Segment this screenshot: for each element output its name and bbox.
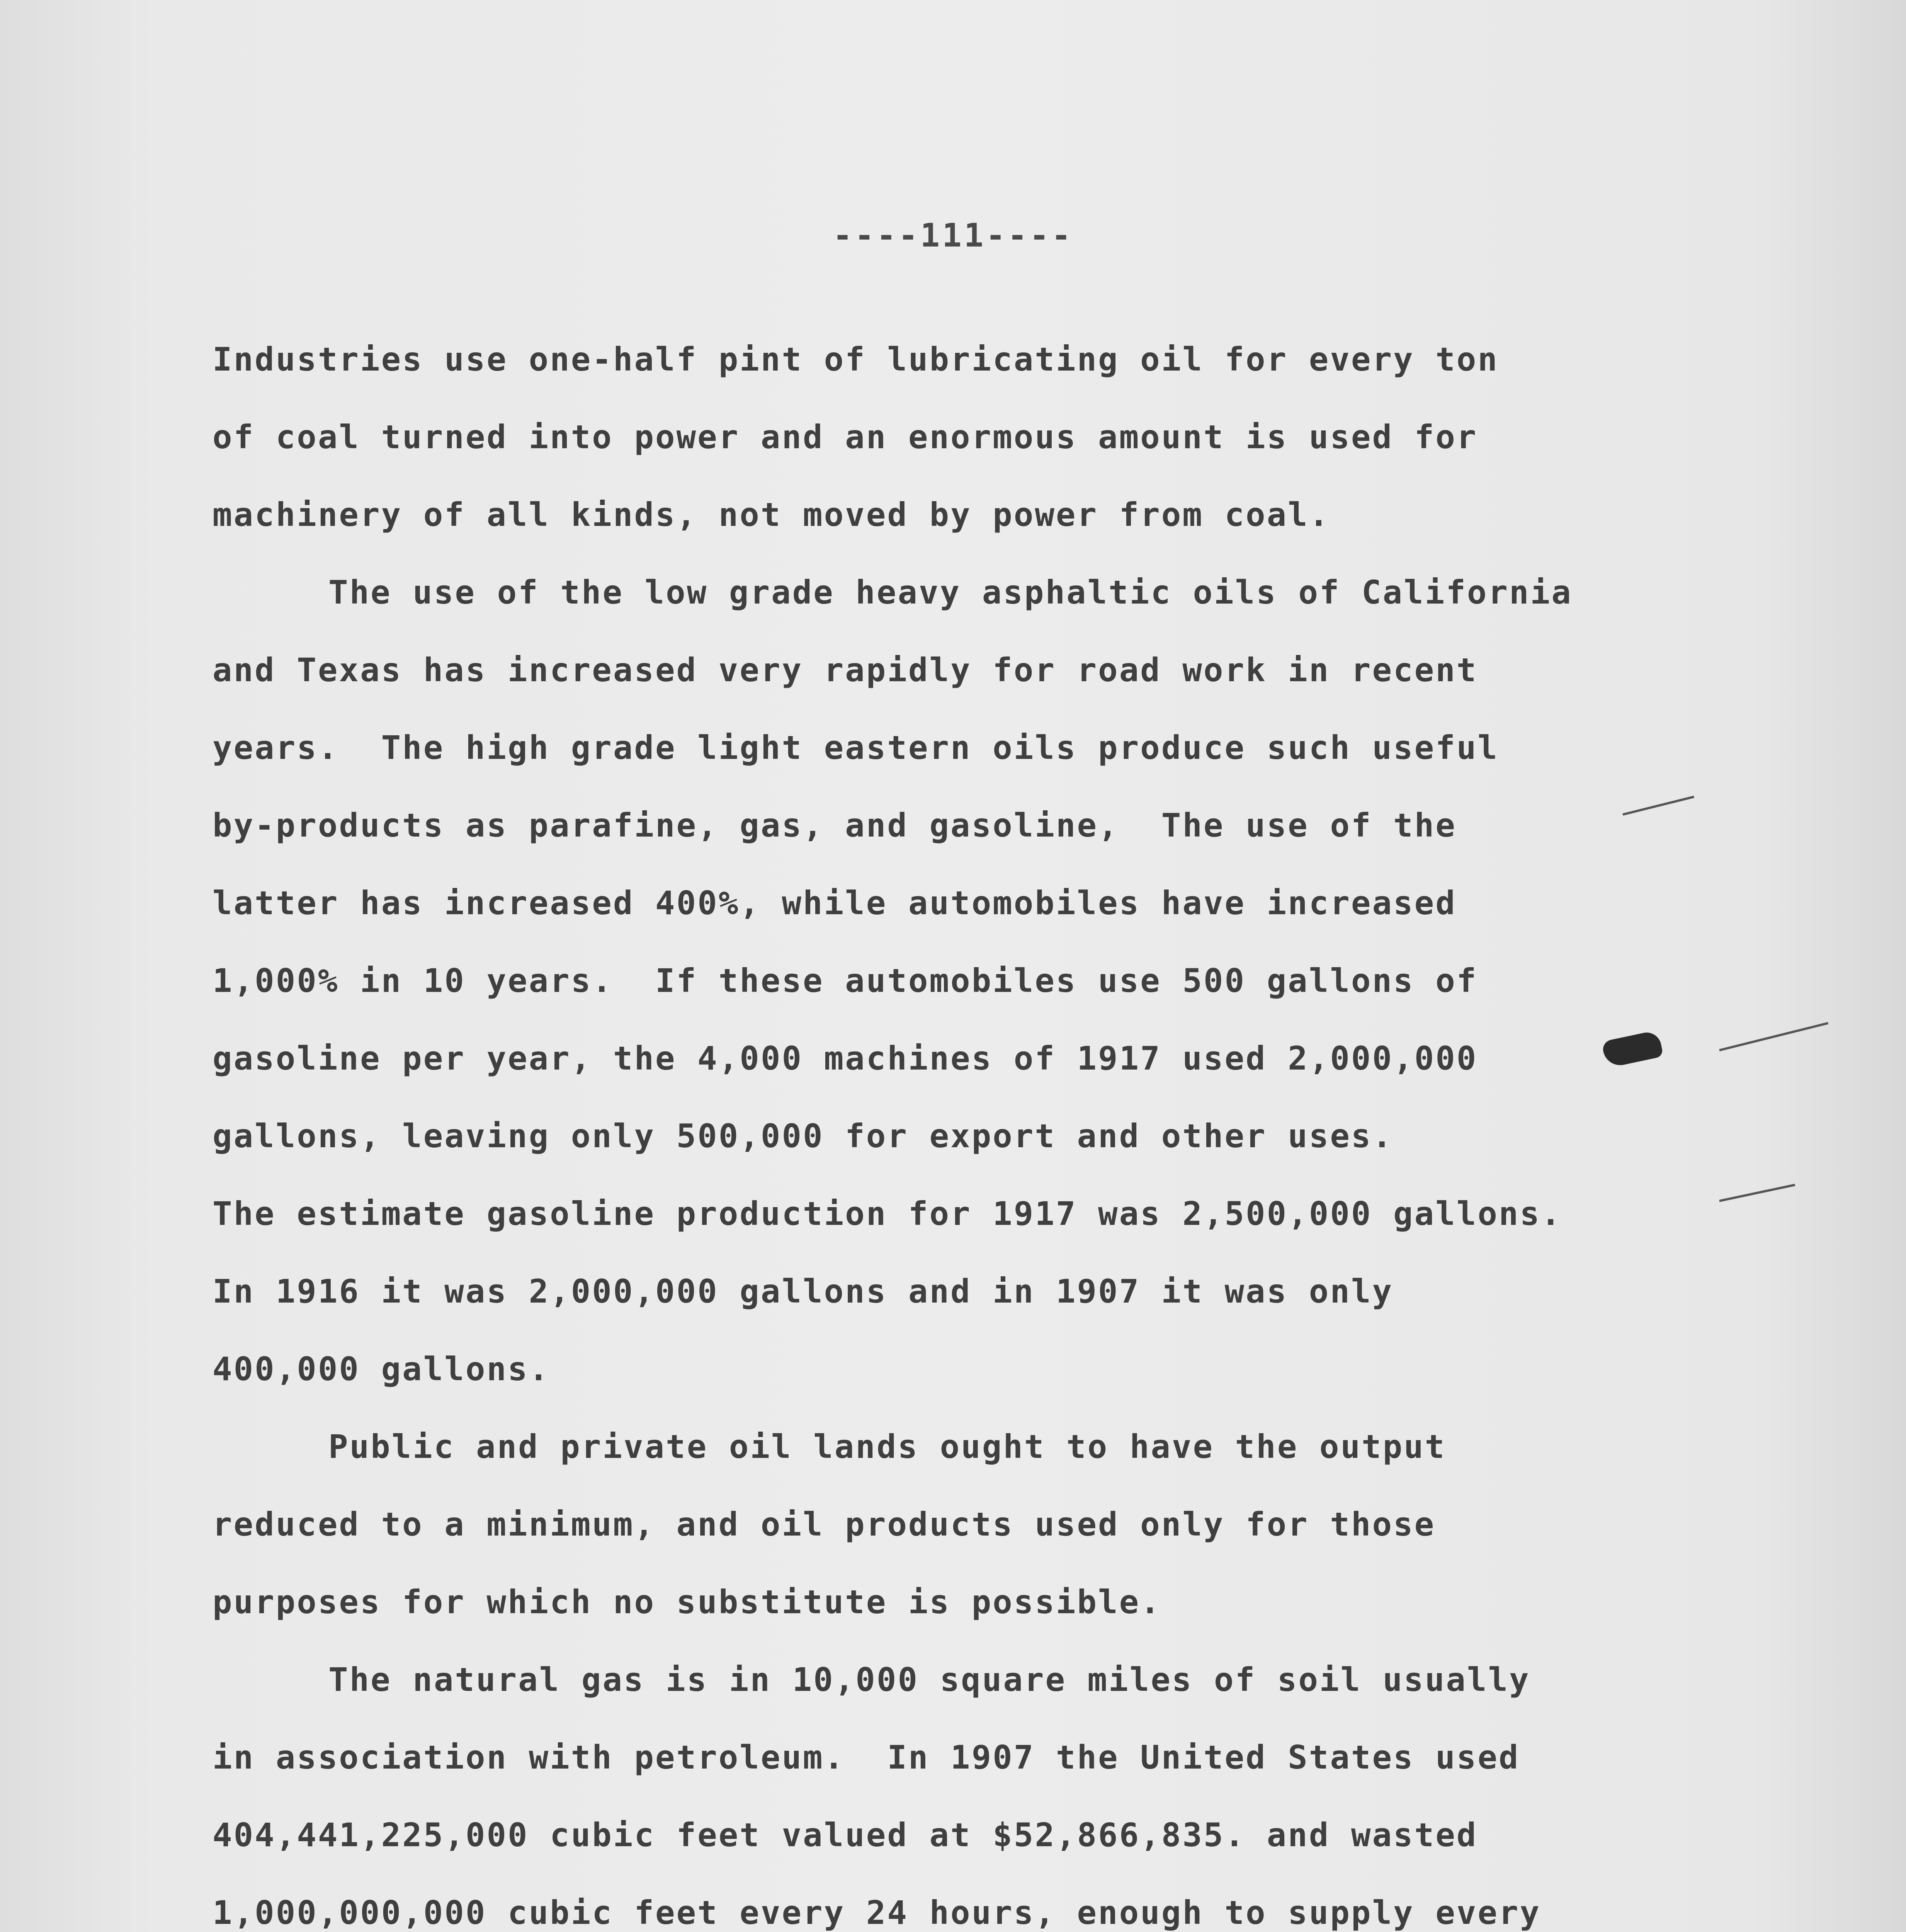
text-line: Public and private oil lands ought to have the output — [328, 1428, 1446, 1466]
body-text — [213, 321, 1719, 1932]
text-line: and Texas has increased very rapidly for road work in recent — [213, 651, 1478, 689]
text-line: reduced to a minimum, and oil products used only for those — [213, 1505, 1436, 1543]
text-line: 400,000 gallons. — [213, 1350, 550, 1388]
text-line: The use of the low grade heavy asphaltic oils of California — [328, 573, 1573, 611]
text-line: in association with petroleum. In 1907 the United States used — [213, 1738, 1520, 1776]
text-line: gasoline per year, the 4,000 machines of 1917 used 2,000,000 — [213, 1039, 1478, 1077]
page-number: ----111---- — [833, 216, 1073, 254]
text-line: years. The high grade light eastern oils produce such useful — [213, 729, 1499, 767]
text-line: machinery of all kinds, not moved by power from coal. — [213, 496, 1330, 534]
margin-check-mark — [1719, 1184, 1795, 1202]
text-line: In 1916 it was 2,000,000 gallons and in 1907 it was only — [213, 1272, 1394, 1310]
text-line: 1,000,000,000 cubic feet every 24 hours, enough to supply every — [213, 1894, 1541, 1932]
text-line: latter has increased 400%, while automobiles have increased — [213, 884, 1457, 922]
text-line: The estimate gasoline production for 1917 was 2,500,000 gallons. — [213, 1195, 1562, 1233]
text-line: purposes for which no substitute is possible. — [213, 1583, 1161, 1621]
text-line: 404,441,225,000 cubic feet valued at $52,866,835. and wasted — [213, 1816, 1478, 1854]
text-line: of coal turned into power and an enormous amount is used for — [213, 418, 1478, 456]
text-line: The natural gas is in 10,000 square miles of soil usually — [328, 1661, 1530, 1699]
text-line: 1,000% in 10 years. If these automobiles use 500 gallons of — [213, 962, 1478, 1000]
margin-check-mark — [1719, 1022, 1828, 1051]
text-line: Industries use one-half pint of lubricating oil for every ton — [213, 340, 1499, 378]
text-line: by-products as parafine, gas, and gasoline, The use of the — [213, 806, 1457, 844]
text-line: gallons, leaving only 500,000 for export and other uses. — [213, 1117, 1394, 1155]
